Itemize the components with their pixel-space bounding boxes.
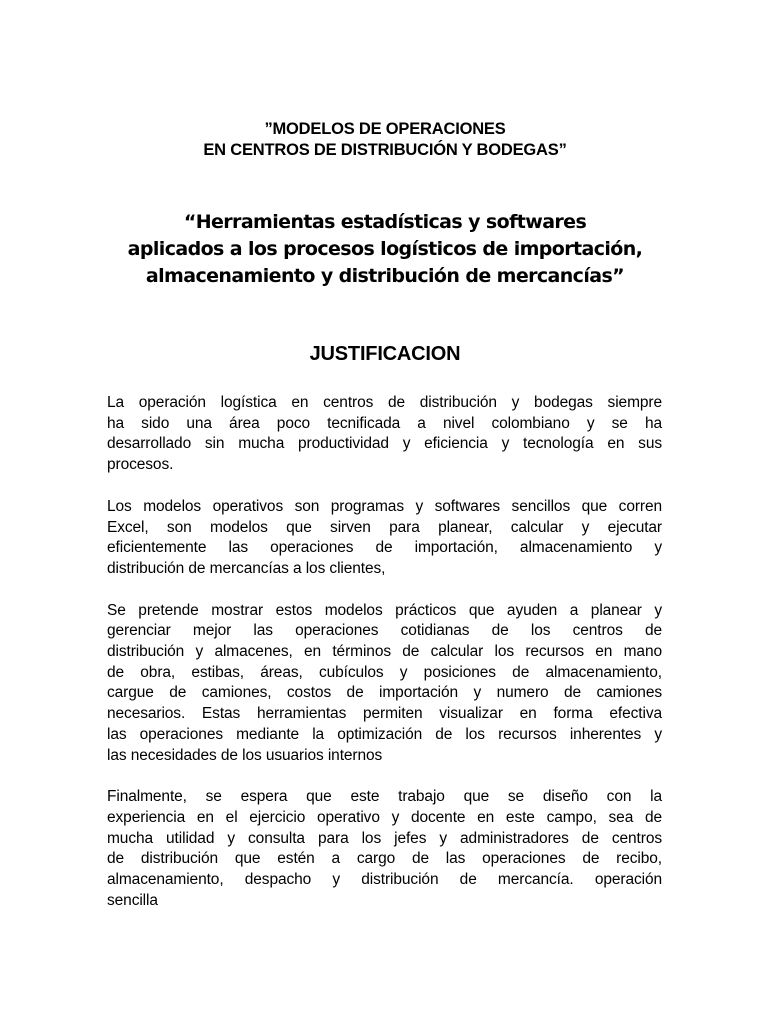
subtitle-line: almacenamiento y distribución de mercancías” — [145, 265, 625, 287]
subtitle-line: aplicados a los procesos logísticos de importación, — [127, 238, 643, 260]
paragraph-line: las operaciones mediante la optimización de los recursos inherentes y — [107, 725, 662, 743]
paragraph-line: de distribución que estén a cargo de las operaciones de recibo, — [107, 850, 662, 868]
paragraph-line: de obra, estibas, áreas, cubículos y posiciones de almacenamiento, — [107, 663, 662, 681]
paragraph-line: distribución y almacenes, en términos de calcular los recursos en mano — [107, 643, 662, 661]
paragraph-line: mucha utilidad y consulta para los jefes y administradores de centros — [107, 829, 662, 847]
paragraph-line: sencilla — [107, 891, 158, 909]
paragraph-line: distribución de mercancías a los clientes, — [107, 559, 386, 577]
paragraph-line: Los modelos operativos son programas y softwares sencillos que corren — [107, 497, 662, 515]
title-line: ”MODELOS DE OPERACIONES — [264, 120, 506, 138]
title-line: EN CENTROS DE DISTRIBUCIÓN Y BODEGAS” — [203, 141, 567, 159]
paragraph-line: las necesidades de los usuarios internos — [107, 746, 383, 764]
paragraph-line: gerenciar mejor las operaciones cotidianas de los centros de — [107, 622, 662, 640]
subtitle-line: “Herramientas estadísticas y softwares — [183, 211, 587, 233]
body-text — [107, 393, 662, 932]
paragraph-4 — [107, 787, 662, 911]
paragraph-line: cargue de camiones, costos de importación y numero de camiones — [107, 684, 662, 702]
paragraph-2 — [107, 497, 662, 580]
paragraph-line: eficientemente las operaciones de importación, almacenamiento y — [107, 539, 662, 557]
paragraph-line: procesos. — [107, 456, 174, 474]
document-title — [0, 119, 770, 161]
paragraph-line: almacenamiento, despacho y distribución de mercancía. operación — [107, 871, 662, 889]
paragraph-line: desarrollado sin mucha productividad y eficiencia y tecnología en sus — [107, 435, 662, 453]
paragraph-line: necesarios. Estas herramientas permiten visualizar en forma efectiva — [107, 705, 662, 723]
section-heading: JUSTIFICACION — [309, 343, 461, 365]
paragraph-line: Se pretende mostrar estos modelos prácticos que ayuden a planear y — [107, 601, 662, 619]
document-subtitle — [0, 209, 770, 290]
paragraph-line: Finalmente, se espera que este trabajo que se diseño con la — [107, 788, 662, 806]
paragraph-1 — [107, 393, 662, 476]
paragraph-3 — [107, 601, 662, 767]
paragraph-line: Excel, son modelos que sirven para planear, calcular y ejecutar — [107, 518, 662, 536]
paragraph-line: ha sido una área poco tecnificada a nivel colombiano y se ha — [107, 414, 662, 432]
paragraph-line: experiencia en el ejercicio operativo y docente en este campo, sea de — [107, 808, 662, 826]
paragraph-line: La operación logística en centros de distribución y bodegas siempre — [107, 394, 662, 411]
